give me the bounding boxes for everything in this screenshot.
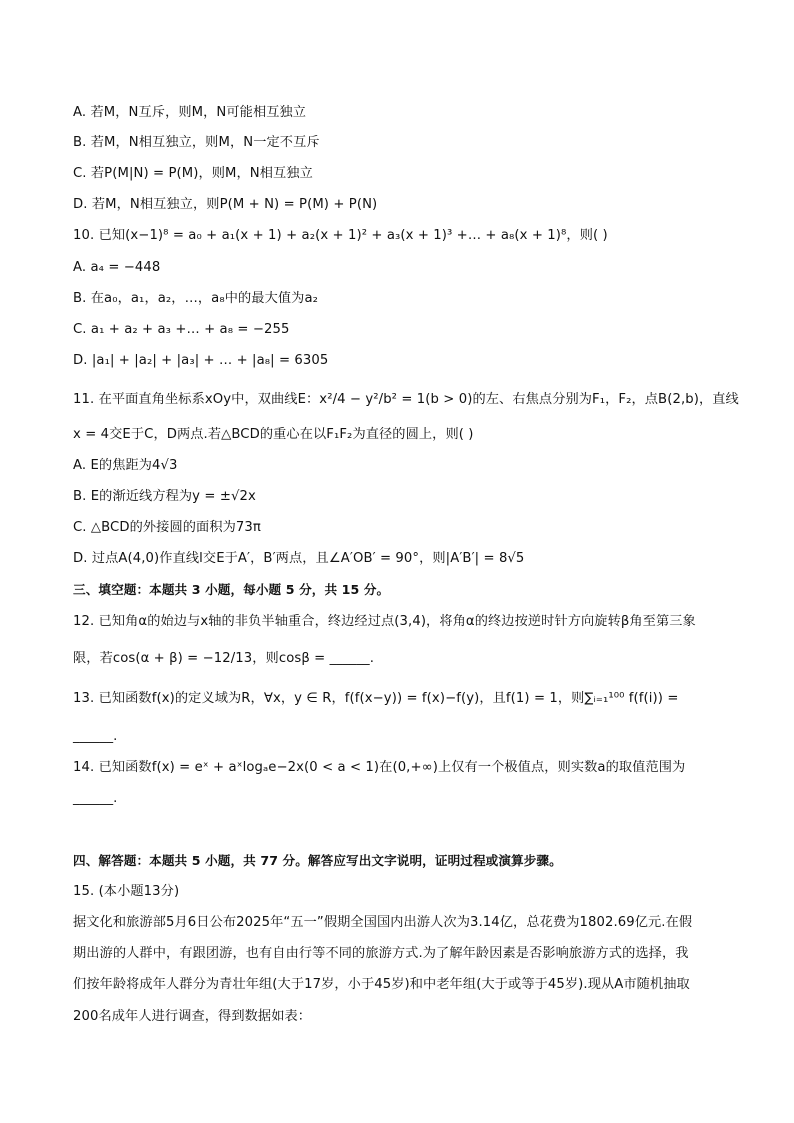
q13-line-2: ______. (73, 729, 118, 744)
q9-option-c: C. 若P(M|N) = P(M)，则M，N相互独立 (73, 166, 313, 181)
q10-stem: 10. 已知(x−1)⁸ = a₀ + a₁(x + 1) + a₂(x + 1)² + a₃(x + 1)³ +… + a₈(x + 1)⁸，则( ) (73, 228, 608, 243)
section-4-heading: 四、解答题：本题共 5 小题，共 77 分。解答应写出文字说明，证明过程或演算步骤。 (73, 853, 562, 868)
q9-option-b: B. 若M，N相互独立，则M，N一定不互斥 (73, 135, 320, 150)
q11-stem-line-2: x = 4交E于C，D两点.若△BCD的重心在以F₁F₂为直径的圆上，则( ) (73, 427, 474, 442)
q15-header: 15. (本小题13分) (73, 884, 180, 899)
section-3-heading: 三、填空题：本题共 3 小题，每小题 5 分，共 15 分。 (73, 582, 390, 597)
q15-line-1: 据文化和旅游部5月6日公布2025年“五一”假期全国国内出游人次为3.14亿，总花费为1802.69亿元.在假 (73, 915, 693, 930)
q10-option-c: C. a₁ + a₂ + a₃ +… + a₈ = −255 (73, 322, 290, 337)
q11-option-c: C. △BCD的外接圆的面积为73π (73, 520, 261, 535)
q12-line-2: 限，若cos(α + β) = −12/13，则cosβ = ______. (73, 651, 375, 666)
q11-option-b: B. E的渐近线方程为y = ±√2x (73, 489, 256, 504)
q11-option-d: D. 过点A(4,0)作直线l交E于A′，B′两点，且∠A′OB′ = 90°，则|A′B′| = 8√5 (73, 551, 525, 566)
q10-option-b: B. 在a₀，a₁，a₂，…，a₈中的最大值为a₂ (73, 291, 319, 306)
q10-option-d: D. |a₁| + |a₂| + |a₃| + … + |a₈| = 6305 (73, 353, 329, 368)
q14-line-1: 14. 已知函数f(x) = eˣ + aˣlogₐe−2x(0 < a < 1)在(0,+∞)上仅有一个极值点，则实数a的取值范围为 (73, 760, 686, 775)
q11-option-a: A. E的焦距为4√3 (73, 458, 178, 473)
q15-line-2: 期出游的人群中，有跟团游，也有自由行等不同的旅游方式.为了解年龄因素是否影响旅游方式的选择，我 (73, 946, 689, 961)
q10-option-a: A. a₄ = −448 (73, 260, 161, 275)
q13-line-1: 13. 已知函数f(x)的定义域为R，∀x，y ∈ R，f(f(x−y)) = f(x)−f(y)，且f(1) = 1，则∑ᵢ₌₁¹⁰⁰ f(f(i)) = (73, 691, 679, 706)
q12-line-1: 12. 已知角α的始边与x轴的非负半轴重合，终边经过点(3,4)，将角α的终边按逆时针方向旋转β角至第三象 (73, 614, 696, 629)
q11-stem-line-1: 11. 在平面直角坐标系xOy中，双曲线E：x²/4 − y²/b² = 1(b > 0)的左、右焦点分别为F₁，F₂，点B(2,b)，直线 (73, 392, 739, 407)
q15-line-4: 200名成年人进行调查，得到数据如表： (73, 1009, 312, 1024)
q9-option-d: D. 若M，N相互独立，则P(M + N) = P(M) + P(N) (73, 197, 378, 212)
q9-option-a: A. 若M，N互斥，则M，N可能相互独立 (73, 105, 307, 120)
q14-line-2: ______. (73, 791, 118, 806)
q15-line-3: 们按年龄将成年人群分为青壮年组(大于17岁，小于45岁)和中老年组(大于或等于45岁).现从A市随机抽取 (73, 977, 690, 992)
